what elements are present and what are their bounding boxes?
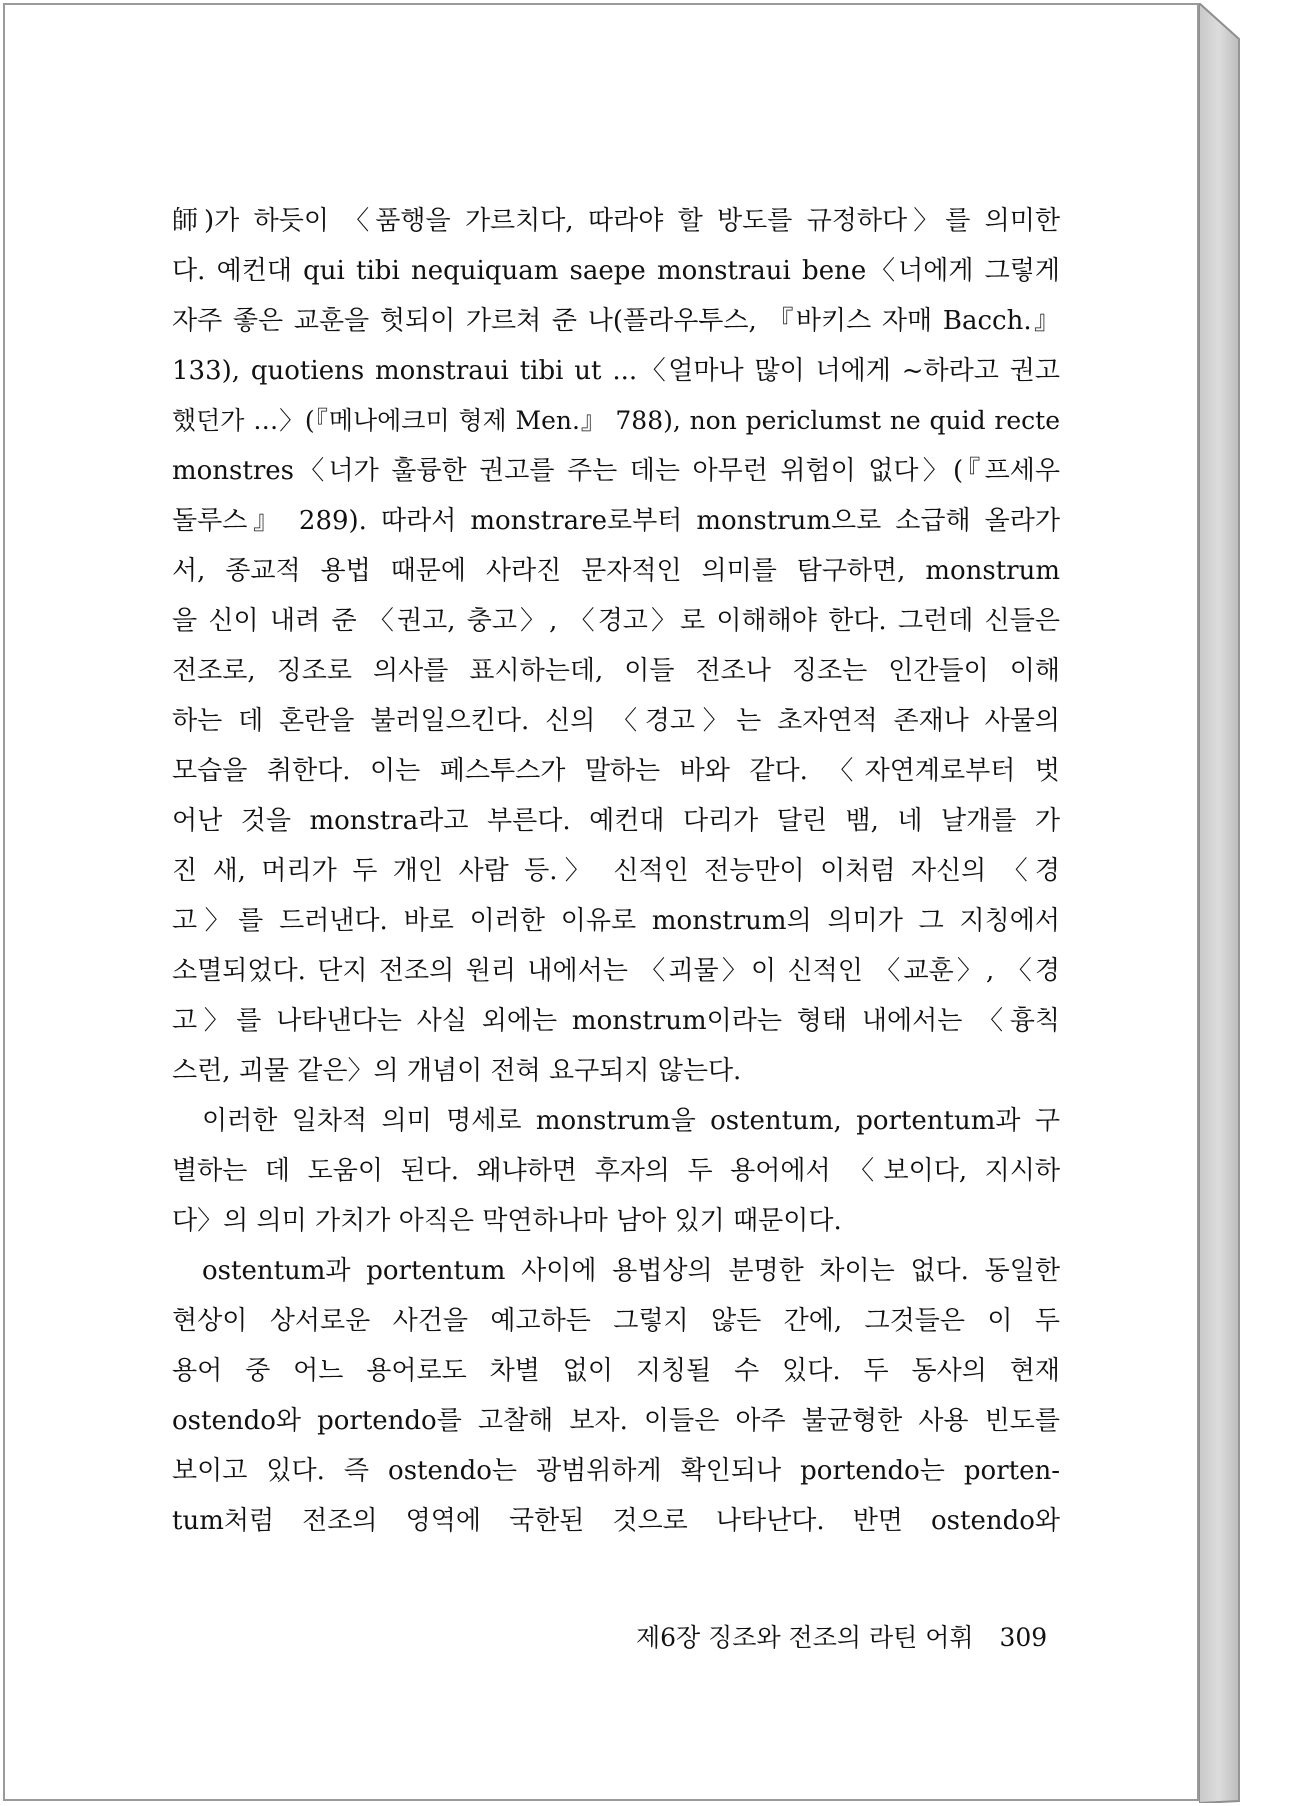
text-line: 고〉를 드러낸다. 바로 이러한 이유로 monstrum의 의미가 그 지칭에서 — [172, 906, 1060, 936]
text-line: 스런, 괴물 같은〉의 개념이 전혀 요구되지 않는다. — [172, 1056, 742, 1086]
text-line: 하는 데 혼란을 불러일으킨다. 신의 〈경고〉는 초자연적 존재나 사물의 — [172, 706, 1060, 736]
text-line: 진 새, 머리가 두 개인 사람 등.〉 신적인 전능만이 이처럼 자신의 〈경 — [172, 856, 1060, 886]
text-line: 師)가 하듯이 〈품행을 가르치다, 따라야 할 방도를 규정하다〉를 의미한 — [172, 206, 1060, 236]
text-line: 했던가 …〉(『메나에크미 형제 Men.』 788), non periclumst ne quid recte — [172, 406, 1060, 435]
text-line: tum처럼 전조의 영역에 국한된 것으로 나타난다. 반면 ostendo와 — [172, 1506, 1060, 1536]
text-line: 자주 좋은 교훈을 헛되이 가르쳐 준 나(플라우투스, 『바키스 자매 Bacch.』 — [172, 306, 1060, 336]
text-line: 용어 중 어느 용어로도 차별 없이 지칭될 수 있다. 두 동사의 현재 — [172, 1356, 1060, 1386]
text-line: monstres〈너가 훌륭한 권고를 주는 데는 아무런 위험이 없다〉(『프세우 — [172, 456, 1060, 486]
text-line: 소멸되었다. 단지 전조의 원리 내에서는 〈괴물〉이 신적인 〈교훈〉, 〈경 — [172, 956, 1060, 986]
running-footer — [636, 1618, 1048, 1658]
text-line: 고〉를 나타낸다는 사실 외에는 monstrum이라는 형태 내에서는 〈흉칙 — [172, 1006, 1060, 1036]
text-line: 별하는 데 도움이 된다. 왜냐하면 후자의 두 용어에서 〈보이다, 지시하 — [172, 1156, 1060, 1186]
body-text — [172, 196, 1060, 1546]
text-line: 다. 예컨대 qui tibi nequiquam saepe monstraui bene〈너에게 그렇게 — [172, 256, 1060, 286]
text-line: 서, 종교적 용법 때문에 사라진 문자적인 의미를 탐구하면, monstrum — [172, 556, 1060, 586]
text-line: ostendo와 portendo를 고찰해 보자. 이들은 아주 불균형한 사용 빈도를 — [172, 1406, 1060, 1436]
page-stack-shading — [1199, 3, 1303, 1803]
text-line: 어난 것을 monstra라고 부른다. 예컨대 다리가 달린 뱀, 네 날개를 가 — [172, 806, 1060, 836]
text-line: 모습을 취한다. 이는 페스투스가 말하는 바와 같다. 〈자연계로부터 벗 — [172, 756, 1060, 786]
text-line: 다〉의 의미 가치가 아직은 막연하나마 남아 있기 때문이다. — [172, 1206, 842, 1236]
text-line: ostentum과 portentum 사이에 용법상의 분명한 차이는 없다. 동일한 — [202, 1256, 1060, 1286]
page-stack-edge — [1199, 3, 1303, 1803]
text-line: 전조로, 징조로 의사를 표시하는데, 이들 전조나 징조는 인간들이 이해 — [172, 656, 1060, 686]
text-line: 133), quotiens monstraui tibi ut ...〈얼마나 많이 너에게 ~하라고 권고 — [172, 356, 1060, 386]
text-line: 현상이 상서로운 사건을 예고하든 그렇지 않든 간에, 그것들은 이 두 — [172, 1306, 1060, 1336]
text-line: 보이고 있다. 즉 ostendo는 광범위하게 확인되나 portendo는 porten- — [172, 1456, 1060, 1486]
text-line: 이러한 일차적 의미 명세로 monstrum을 ostentum, portentum과 구 — [202, 1106, 1060, 1136]
text-line: 을 신이 내려 준 〈권고, 충고〉, 〈경고〉로 이해해야 한다. 그런데 신들은 — [172, 606, 1060, 636]
chapter-title: 제6장 징조와 전조의 라틴 어휘 — [636, 1623, 974, 1652]
page-number: 309 — [999, 1623, 1048, 1652]
text-line: 돌루스』 289). 따라서 monstrare로부터 monstrum으로 소급해 올라가 — [172, 506, 1060, 536]
